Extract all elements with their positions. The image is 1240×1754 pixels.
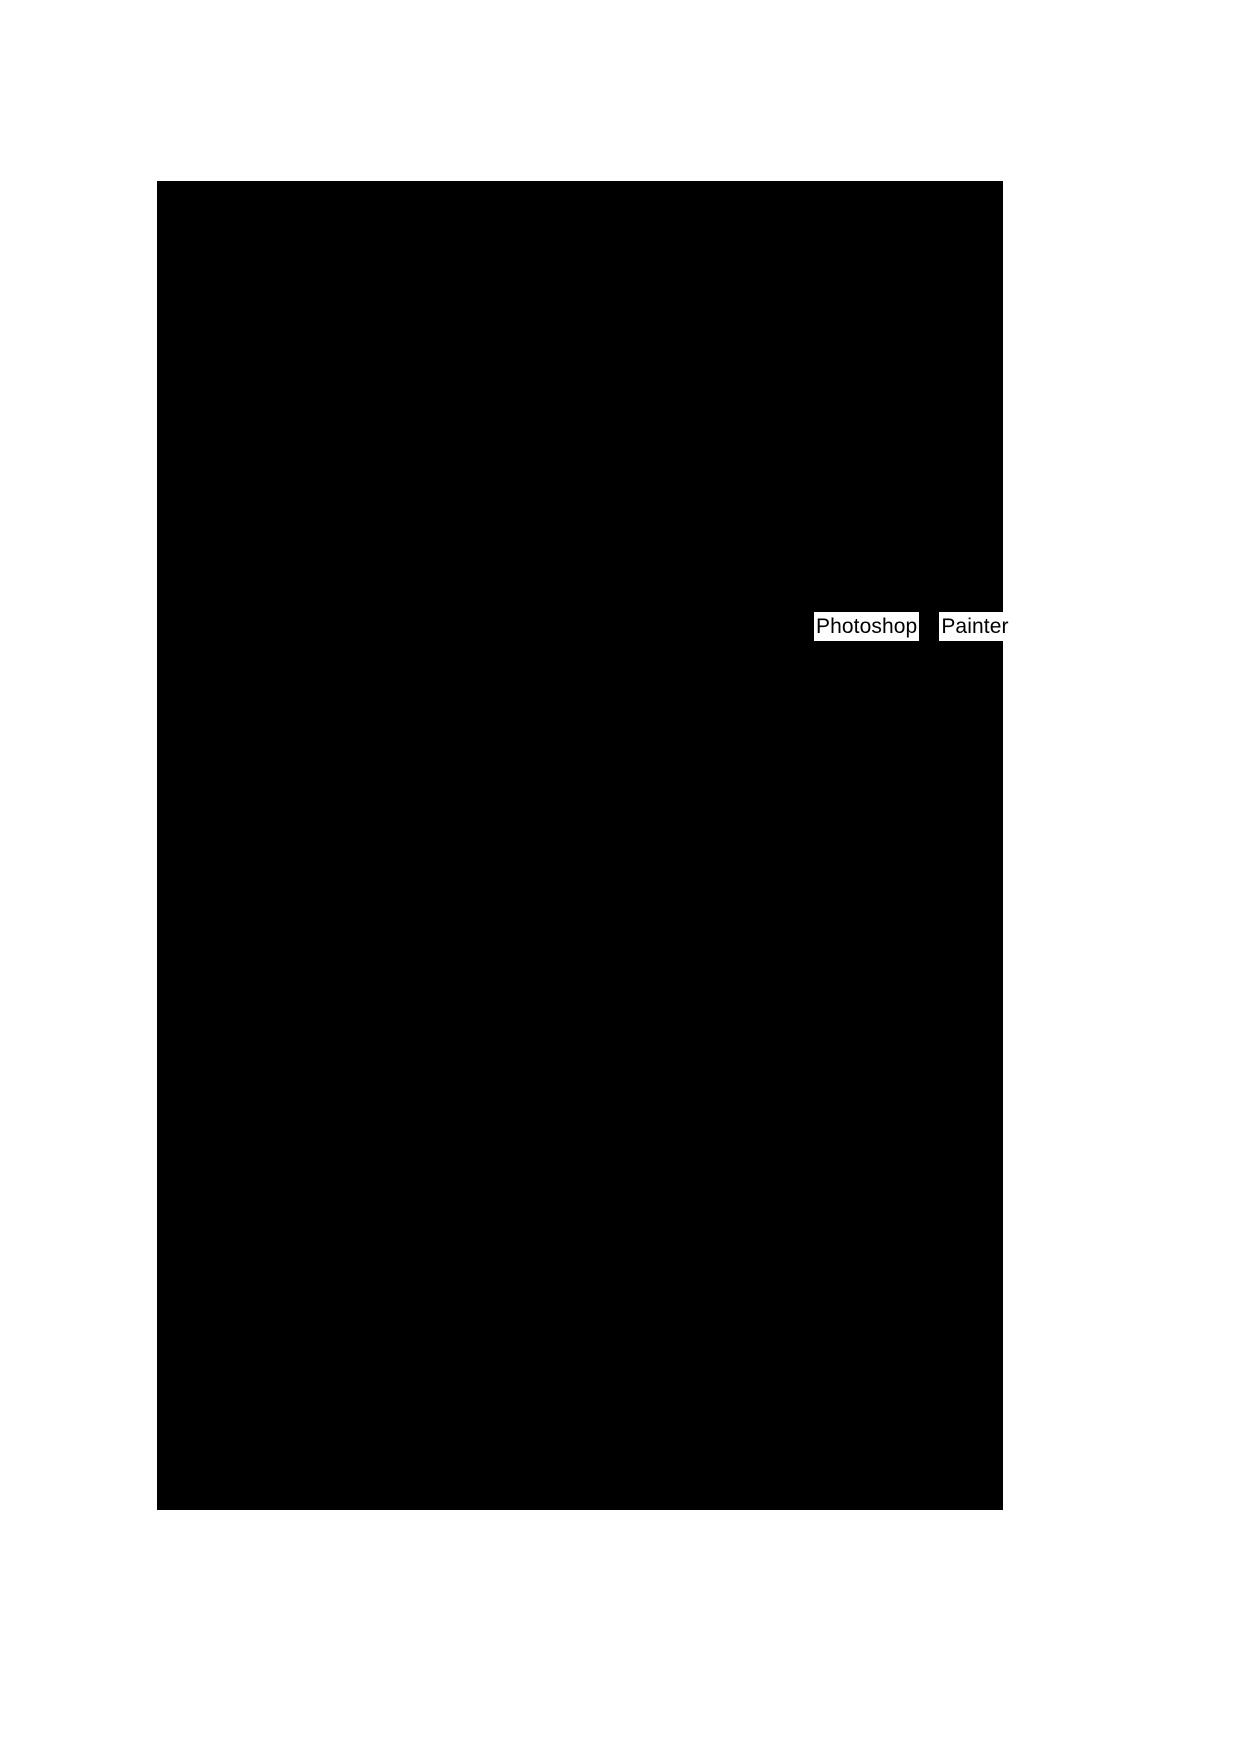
label-painter[interactable]: Painter	[939, 612, 1010, 641]
label-photoshop[interactable]: Photoshop	[814, 612, 919, 641]
black-content-panel	[157, 181, 1009, 1510]
application-label-row	[814, 612, 1011, 641]
